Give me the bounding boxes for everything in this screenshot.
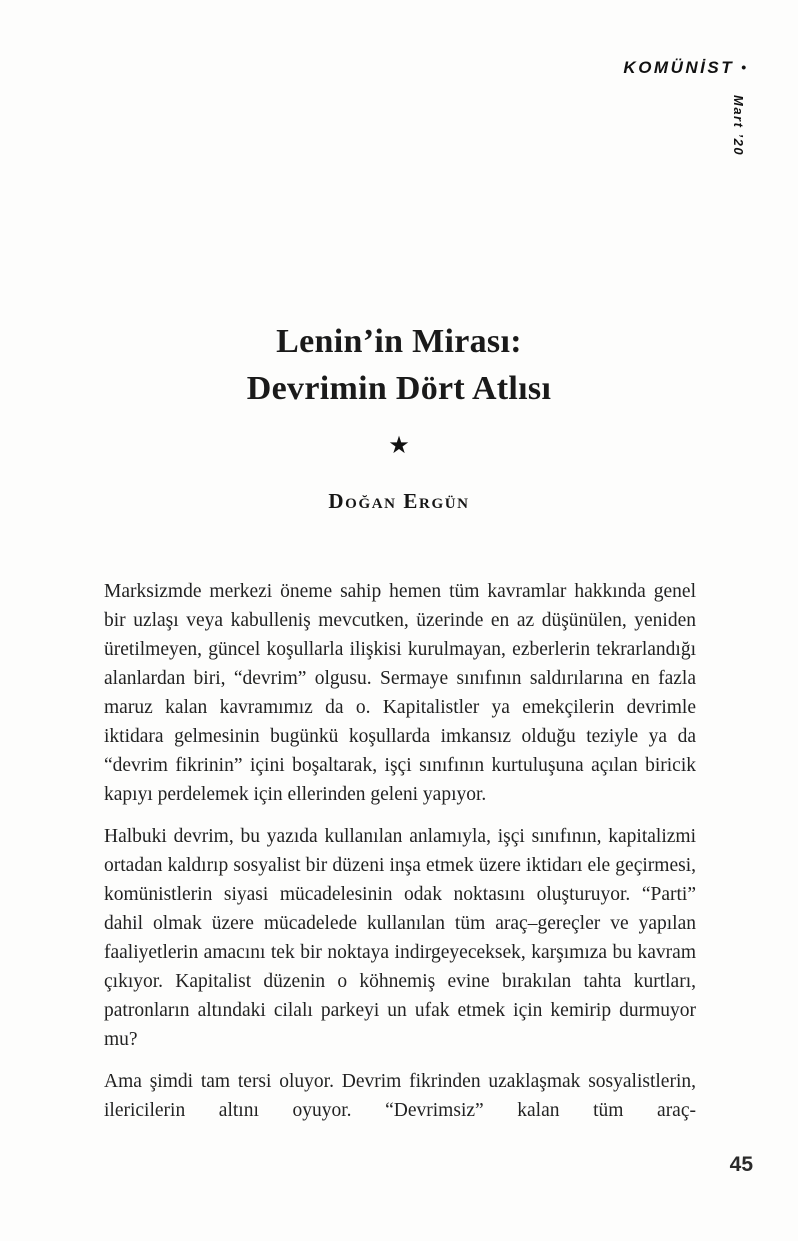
star-icon: ★ — [388, 433, 410, 459]
author-name: Doğan Ergün — [328, 489, 470, 513]
page-number: 45 — [729, 1153, 753, 1176]
body-paragraph-1: Marksizmde merkezi öneme sahip hemen tüm kavramlar hakkında genel bir uzlaşı veya kabulleniş mevcutken, üzerinde en az düşünülen, yeniden üretilmeyen, güncel koşullarla ilişkisi kurulmayan, ezberlerin tekrarlandığı alanlardan biri, “devrim” olgusu. Sermaye sınıfının saldırılarına en fazla maruz kalan kavramımız da o. Kapitalistler ya emekçilerin devrimle iktidara gelmesinin bugünkü koşullarda imkansız olduğu teziyle ya da “devrim fikrinin” içini boşaltarak, işçi sınıfının kurtuluşuna açılan biricik kapıyı perdelemek için ellerinden geleni yapıyor. — [104, 581, 696, 805]
issue-date: Mart ’20 — [731, 95, 746, 157]
masthead-title: KOMÜNİST — [623, 58, 735, 77]
article-title-line-1: Lenin’in Mirası: — [276, 323, 522, 360]
masthead-bullet-icon: • — [741, 59, 746, 75]
masthead — [623, 58, 746, 78]
article-title-line-2: Devrimin Dört Atlısı — [246, 370, 552, 407]
article-body — [104, 577, 696, 1125]
body-paragraph-2: Halbuki devrim, bu yazıda kullanılan anlamıyla, işçi sınıfının, kapitalizmi ortadan kaldırıp sosyalist bir düzeni inşa etmek üzere iktidarı ele geçirmesi, komünistlerin siyasi mücadelesinin odak noktasını oluşturuyor. “Parti” dahil olmak üzere mücadelede kullanılan tüm araç–gereçler ve yapılan faaliyetlerin amacını tek bir noktaya indirgeyeceksek, karşımıza bu kavram çıkıyor. Kapitalist düzenin o köhnemiş evine bırakılan tahta kurtları, patronların altındaki cilalı parkeyi un ufak etmek için kemirip durmuyor mu? — [104, 826, 696, 1050]
body-paragraph-3: Ama şimdi tam tersi oluyor. Devrim fikrinden uzaklaşmak sosyalistlerin, ilericilerin altını oyuyor. “Devrimsiz” kalan tüm araç- — [104, 1071, 696, 1121]
article-title — [0, 318, 798, 412]
